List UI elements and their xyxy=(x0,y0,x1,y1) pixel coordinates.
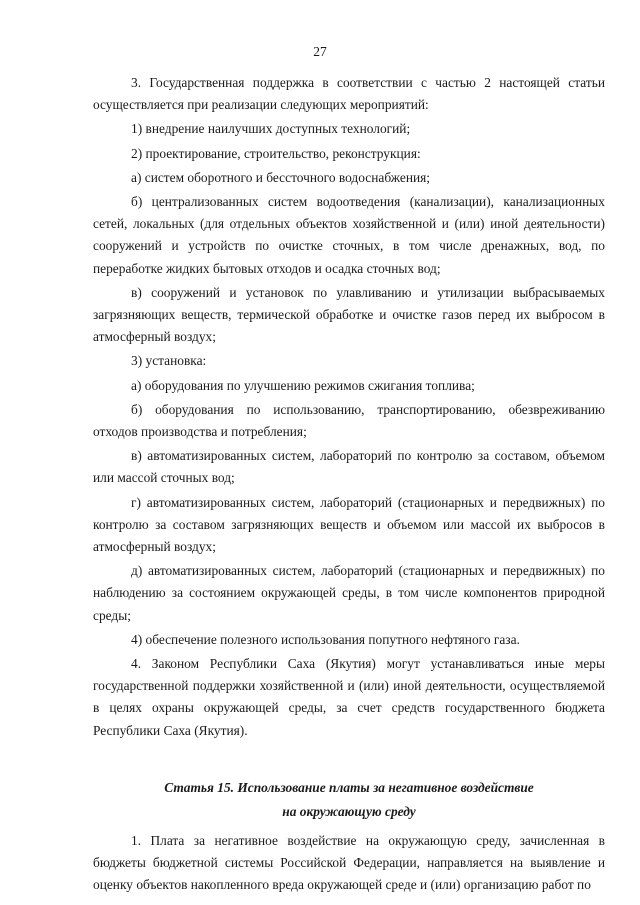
paragraph: 3. Государственная поддержка в соответствии с частью 2 настоящей статьи осуществляется при реализации следующих мероприятий: xyxy=(93,75,605,113)
paragraph: 4) обеспечение полезного использования попутного нефтяного газа. xyxy=(131,631,520,647)
paragraph: б) централизованных систем водоотведения (канализации), канализационных сетей, локальных (для отдельных объектов хозяйственной и (или) иной деятельности) сооружений и устройств по очистке сточных, в том числе дренажных, вод, по переработке жидких бытовых отходов и осадка сточных вод; xyxy=(93,194,605,276)
paragraph: д) автоматизированных систем, лабораторий (стационарных и передвижных) по наблюдению за состоянием окружающей среды, в том числе компонентов природной среды; xyxy=(93,563,605,623)
document-body xyxy=(93,72,605,897)
paragraph: а) оборудования по улучшению режимов сжигания топлива; xyxy=(131,377,475,393)
article-heading xyxy=(93,776,605,824)
article-heading-line: Статья 15. Использование платы за негативное воздействие xyxy=(164,779,534,795)
paragraph: г) автоматизированных систем, лабораторий (стационарных и передвижных) по контролю за составом загрязняющих веществ и объемом или массой их выбросов в атмосферный воздух; xyxy=(93,494,605,555)
paragraph: 4. Законом Республики Саха (Якутия) могут устанавливаться иные меры государственной поддержки хозяйственной и (или) иной деятельности, осуществляемой в целях охраны окружающей среды, за счет средств государственного бюджета Республики Саха (Якутия). xyxy=(93,656,605,738)
paragraph: а) систем оборотного и бессточного водоснабжения; xyxy=(131,169,431,185)
page-number: 27 xyxy=(313,44,327,59)
paragraph: б) оборудования по использованию, транспортированию, обезвреживанию отходов производства и потребления; xyxy=(93,401,605,440)
paragraph: 3) установка: xyxy=(131,353,207,369)
paragraph: в) автоматизированных систем, лабораторий по контролю за составом, объемом или массой сточных вод; xyxy=(93,448,605,486)
paragraph: 2) проектирование, строительство, реконструкция: xyxy=(131,145,421,161)
paragraph: 1. Плата за негативное воздействие на окружающую среду, зачисленная в бюджеты бюджетной системы Российской Федерации, направляется на выявление и оценку объектов накопленного вреда окружающей среде и (или) организацию работ по xyxy=(93,832,605,893)
paragraph: в) сооружений и установок по улавливанию и утилизации выбрасываемых загрязняющих веществ, термической обработке и очистке газов перед их выбросом в атмосферный воздух; xyxy=(93,284,605,345)
paragraph: 1) внедрение наилучших доступных технологий; xyxy=(131,121,411,137)
article-heading-line: на окружающую среду xyxy=(282,803,416,819)
